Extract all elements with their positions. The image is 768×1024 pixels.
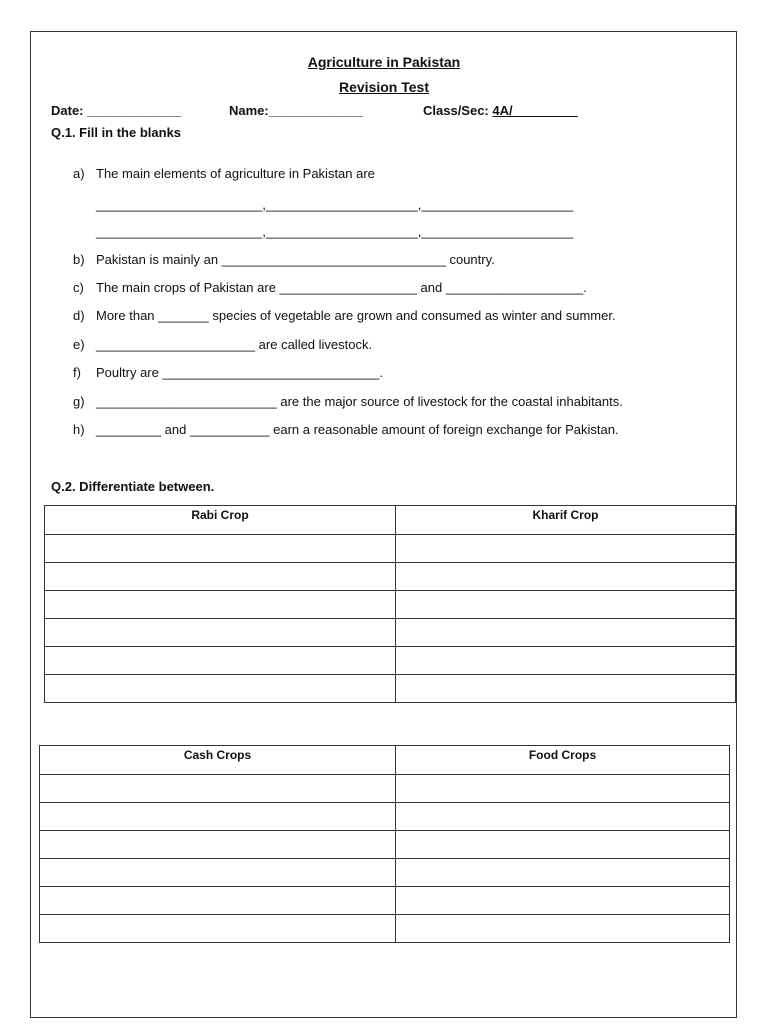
table-row xyxy=(45,647,736,675)
q1-item-a xyxy=(73,166,375,181)
class-value: 4A/_________ xyxy=(492,103,578,118)
item-text: The main elements of agriculture in Pakistan are xyxy=(96,166,375,181)
column-header-rabi: Rabi Crop xyxy=(45,506,396,535)
table-row xyxy=(40,859,730,887)
answer-cell[interactable] xyxy=(396,591,736,619)
answer-cell[interactable] xyxy=(396,887,730,915)
answer-cell[interactable] xyxy=(396,647,736,675)
answer-cell[interactable] xyxy=(396,859,730,887)
answer-cell[interactable] xyxy=(45,647,396,675)
item-text: _________ and ___________ earn a reasonable amount of foreign exchange for Pakistan. xyxy=(96,422,619,437)
table-header-row xyxy=(45,506,736,535)
worksheet-title: Agriculture in Pakistan xyxy=(307,54,461,70)
q1-item-e xyxy=(73,337,372,352)
rabi-kharif-table xyxy=(44,505,736,703)
answer-cell[interactable] xyxy=(45,563,396,591)
q1-heading: Q.1. Fill in the blanks xyxy=(51,125,182,140)
answer-cell[interactable] xyxy=(396,775,730,803)
item-label: d) xyxy=(73,308,85,323)
table-row xyxy=(40,803,730,831)
answer-cell[interactable] xyxy=(45,619,396,647)
cash-food-table xyxy=(39,745,730,943)
column-header-food: Food Crops xyxy=(396,746,730,775)
answer-cell[interactable] xyxy=(45,535,396,563)
q1-item-g xyxy=(73,394,623,409)
answer-cell[interactable] xyxy=(45,591,396,619)
answer-cell[interactable] xyxy=(40,831,396,859)
item-label: h) xyxy=(73,422,85,437)
answer-cell[interactable] xyxy=(396,831,730,859)
answer-cell[interactable] xyxy=(396,803,730,831)
item-label: a) xyxy=(73,166,85,181)
answer-cell[interactable] xyxy=(40,775,396,803)
table-row xyxy=(45,563,736,591)
item-label: e) xyxy=(73,337,85,352)
answer-cell[interactable] xyxy=(396,535,736,563)
q1-item-h xyxy=(73,422,619,437)
table-row xyxy=(40,915,730,943)
worksheet-subtitle: Revision Test xyxy=(339,79,429,95)
answer-cell[interactable] xyxy=(396,675,736,703)
answer-cell[interactable] xyxy=(396,915,730,943)
table-row xyxy=(40,887,730,915)
item-text: _________________________ are the major source of livestock for the coastal inhabitants. xyxy=(96,394,623,409)
item-text: More than _______ species of vegetable are grown and consumed as winter and summer. xyxy=(96,308,616,323)
column-header-cash: Cash Crops xyxy=(40,746,396,775)
class-field xyxy=(423,103,578,118)
answer-cell[interactable] xyxy=(396,619,736,647)
answer-line-2: _______________________,_____________________,_____________________ xyxy=(96,224,574,239)
answer-cell[interactable] xyxy=(40,887,396,915)
item-label: b) xyxy=(73,252,85,267)
answer-cell[interactable] xyxy=(40,915,396,943)
table-row xyxy=(45,675,736,703)
class-label: Class/Sec: xyxy=(423,103,493,118)
answer-cell[interactable] xyxy=(40,859,396,887)
date-field: Date: _____________ xyxy=(51,103,182,118)
table-row xyxy=(40,775,730,803)
table-header-row xyxy=(40,746,730,775)
answer-cell[interactable] xyxy=(45,675,396,703)
answer-cell[interactable] xyxy=(40,803,396,831)
table-row xyxy=(45,591,736,619)
item-text: ______________________ are called livestock. xyxy=(96,337,373,352)
answer-line-1: _______________________,_____________________,_____________________ xyxy=(96,197,574,212)
q1-item-c xyxy=(73,280,587,295)
item-text: Poultry are ______________________________. xyxy=(96,365,383,380)
column-header-kharif: Kharif Crop xyxy=(396,506,736,535)
item-label: c) xyxy=(73,280,84,295)
item-label: f) xyxy=(73,365,81,380)
q2-heading: Q.2. Differentiate between. xyxy=(51,479,215,494)
item-label: g) xyxy=(73,394,85,409)
table-row xyxy=(40,831,730,859)
answer-cell[interactable] xyxy=(396,563,736,591)
table-row xyxy=(45,535,736,563)
item-text: The main crops of Pakistan are ___________________ and ___________________. xyxy=(96,280,587,295)
q1-item-d xyxy=(73,308,616,323)
q1-item-f xyxy=(73,365,383,380)
q1-item-b xyxy=(73,252,495,267)
name-field: Name:_____________ xyxy=(229,103,363,118)
table-row xyxy=(45,619,736,647)
item-text: Pakistan is mainly an _______________________________ country. xyxy=(96,252,495,267)
